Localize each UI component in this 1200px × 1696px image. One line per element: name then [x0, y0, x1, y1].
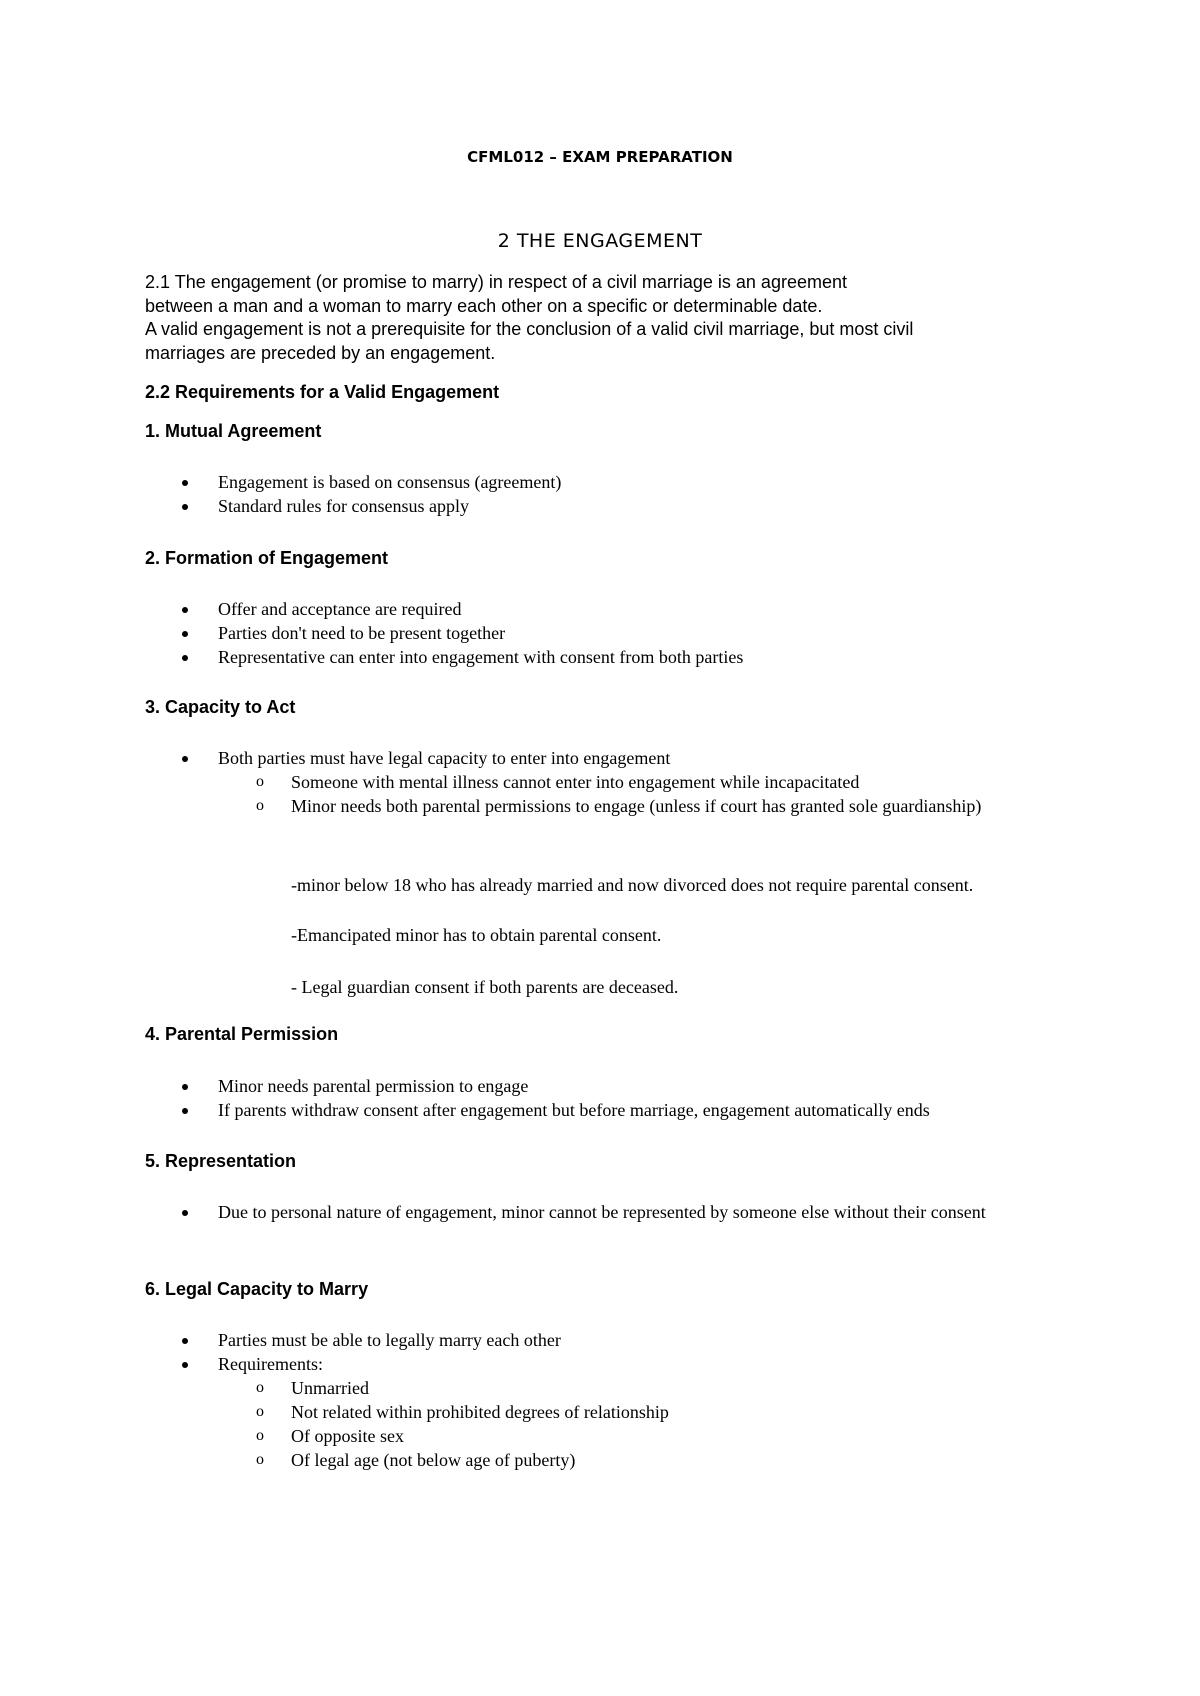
list-item: Offer and acceptance are required: [0, 597, 1078, 621]
chapter-heading: 2 THE ENGAGEMENT: [497, 230, 703, 252]
document-title: CFML012 – EXAM PREPARATION: [467, 148, 733, 166]
bullet-icon: [182, 480, 188, 486]
intro-line: between a man and a woman to marry each other on a specific or determinable date.: [145, 295, 823, 316]
sub-list-item: o Minor needs both parental permissions to engage (unless if court has granted sole guardianship): [256, 796, 982, 816]
bullet-icon: [182, 607, 188, 613]
intro-line: marriages are preceded by an engagement.: [145, 342, 496, 363]
sub-bullet-icon: o: [256, 1379, 264, 1396]
section-heading-legal-capacity-to-marry: 6. Legal Capacity to Marry: [145, 1279, 369, 1299]
note-line: - Legal guardian consent if both parents are deceased.: [291, 977, 679, 997]
list-item: If parents withdraw consent after engagement but before marriage, engagement automatically ends: [0, 1098, 1078, 1122]
bullet-list: [0, 1328, 1081, 1472]
note-line: -Emancipated minor has to obtain parental consent.: [291, 925, 662, 945]
bullet-list: [0, 1074, 1078, 1122]
requirements-heading: 2.2 Requirements for a Valid Engagement: [145, 382, 500, 402]
list-item: Requirements:: [0, 1352, 1078, 1376]
section-heading-formation: 2. Formation of Engagement: [145, 548, 389, 568]
sub-bullet-icon: o: [256, 1403, 264, 1420]
list-item: Standard rules for consensus apply: [0, 494, 1078, 518]
bullet-icon: [182, 1338, 188, 1344]
list-item: Due to personal nature of engagement, minor cannot be represented by someone else without their consent: [0, 1200, 1028, 1224]
section-heading-parental-permission: 4. Parental Permission: [145, 1024, 339, 1044]
sub-list-item: o Of opposite sex: [256, 1426, 404, 1446]
section-heading-mutual-agreement: 1. Mutual Agreement: [145, 421, 322, 441]
intro-line: 2.1 The engagement (or promise to marry) in respect of a civil marriage is an agreement: [145, 272, 847, 292]
sub-bullet-icon: o: [256, 1427, 264, 1444]
list-item: Minor needs parental permission to engage: [0, 1074, 1078, 1098]
bullet-icon: [182, 504, 188, 510]
bullet-icon: [182, 1084, 188, 1090]
sub-bullet-icon: o: [256, 797, 264, 814]
bullet-icon: [182, 1210, 188, 1216]
list-item: Parties don't need to be present together: [0, 621, 1078, 645]
sub-list-item: o Not related within prohibited degrees of relationship: [256, 1402, 669, 1422]
bullet-list: [0, 746, 1081, 818]
list-item: Parties must be able to legally marry each other: [0, 1328, 1078, 1352]
sub-list-item: o Someone with mental illness cannot enter into engagement while incapacitated: [256, 772, 860, 792]
bullet-icon: [182, 655, 188, 661]
sub-bullet-icon: o: [256, 773, 264, 790]
intro-line: A valid engagement is not a prerequisite for the conclusion of a valid civil marriage, but most civil: [145, 319, 914, 339]
bullet-icon: [182, 1108, 188, 1114]
bullet-icon: [182, 631, 188, 637]
list-item: Representative can enter into engagement with consent from both parties: [0, 645, 1078, 669]
list-item: Both parties must have legal capacity to enter into engagement: [0, 746, 1078, 770]
note-line: -minor below 18 who has already married and now divorced does not require parental consent.: [291, 875, 974, 895]
section-heading-representation: 5. Representation: [145, 1151, 297, 1171]
section-heading-capacity-to-act: 3. Capacity to Act: [145, 697, 296, 717]
bullet-list: [0, 597, 1078, 669]
bullet-list: [0, 470, 1078, 518]
intro-paragraph: [145, 271, 1065, 365]
sub-list-item: o Unmarried: [256, 1378, 369, 1398]
bullet-list: [0, 1200, 1028, 1224]
bullet-icon: [182, 1362, 188, 1368]
sub-list-item: o Of legal age (not below age of puberty): [256, 1450, 576, 1470]
sub-bullet-icon: o: [256, 1451, 264, 1468]
list-item: Engagement is based on consensus (agreement): [0, 470, 1078, 494]
bullet-icon: [182, 756, 188, 762]
